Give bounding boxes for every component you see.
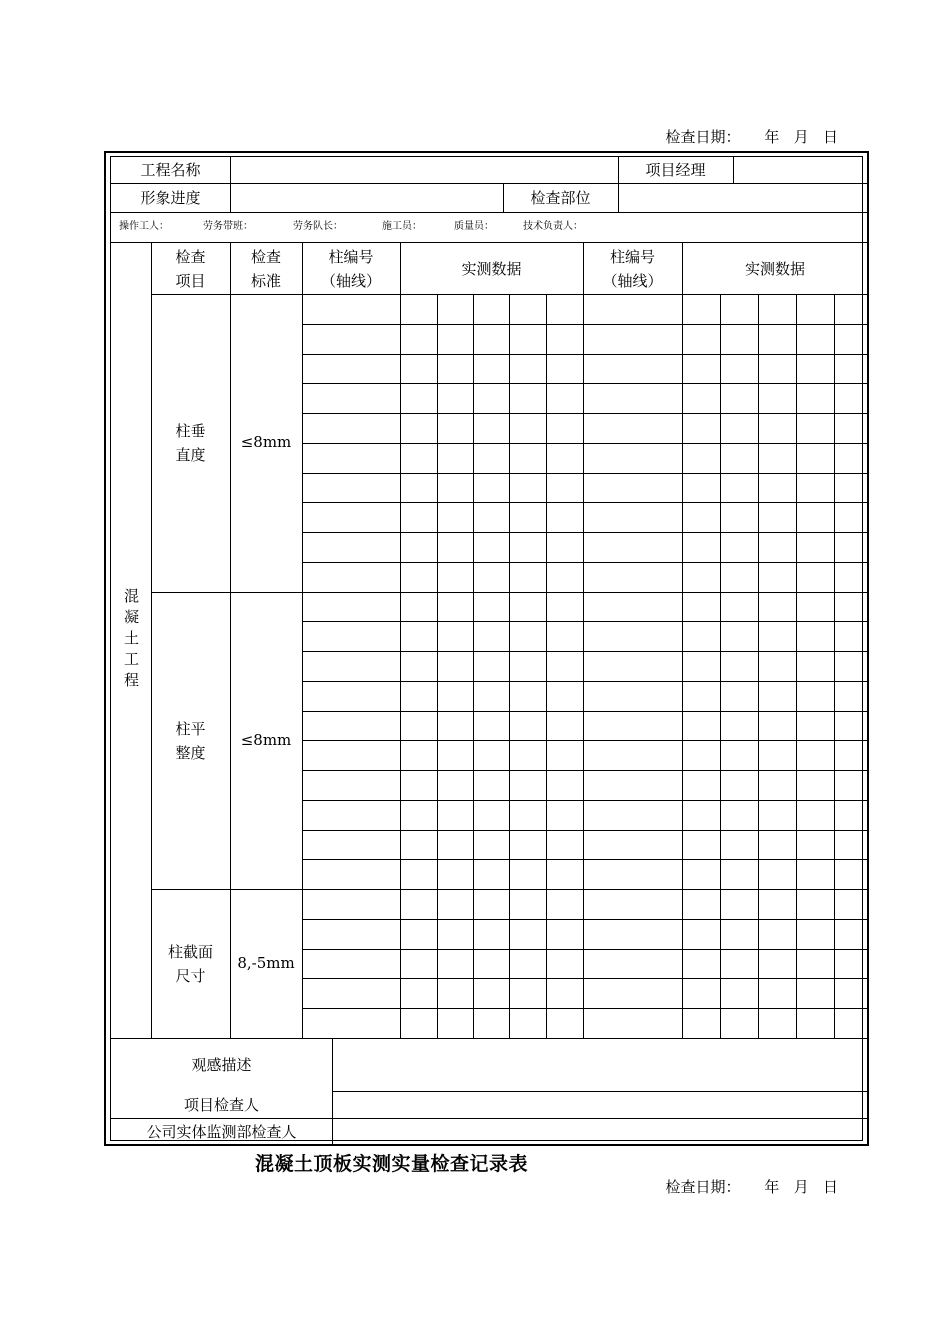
- section-item-3: 柱截面 尺寸: [167, 942, 213, 985]
- inspect-location-label: 检查部位: [530, 188, 591, 207]
- category-label: 混凝土工程: [122, 587, 140, 693]
- table-row-line: [302, 1008, 868, 1009]
- project-name-label: 工程名称: [140, 161, 201, 179]
- section-standard-1: ≤8mm: [240, 433, 292, 451]
- grid-line: [473, 294, 474, 1038]
- inspection-date-bottom: 检查日期： 年 月 日: [665, 1178, 838, 1196]
- table-row-line: [302, 383, 868, 384]
- col-header-item: 检查 项目: [175, 247, 206, 290]
- grid-line: [546, 294, 547, 1038]
- col-header-column-no-2: 柱编号 （轴线）: [602, 247, 663, 290]
- grid-line: [720, 294, 721, 1038]
- section-standard-3: 8,-5mm: [237, 954, 295, 972]
- company-inspector-label: 公司实体监测部检查人: [146, 1122, 297, 1141]
- table-row-line: [302, 919, 868, 920]
- table-row-line: [302, 859, 868, 860]
- staff-label-2: 劳务带班：: [203, 221, 253, 232]
- project-manager-label: 项目经理: [645, 161, 706, 179]
- col-header-standard: 检查 标准: [250, 247, 281, 290]
- table-row-line: [302, 592, 868, 593]
- table-row-line: [302, 443, 868, 444]
- table-row-line: [302, 651, 868, 652]
- project-inspector-field[interactable]: [332, 1092, 868, 1118]
- col-header-measured-2: 实测数据: [744, 259, 805, 278]
- col-header-column-no: 柱编号 （轴线）: [320, 247, 381, 290]
- grid-line: [111, 212, 868, 213]
- grid-line: [796, 294, 797, 1038]
- table-row-line: [302, 413, 868, 414]
- table-row-line: [302, 830, 868, 831]
- staff-label-5: 质量员：: [454, 221, 494, 232]
- progress-label: 形象进度: [140, 188, 201, 207]
- table-row-line: [302, 889, 868, 890]
- grid-line: [758, 294, 759, 1038]
- project-inspector-label: 项目检查人: [183, 1096, 259, 1114]
- table-row-line: [302, 324, 868, 325]
- company-inspector-field[interactable]: [332, 1118, 868, 1145]
- grid-line: [437, 294, 438, 1038]
- staff-label-4: 施工员：: [382, 221, 422, 232]
- form-title: 混凝土顶板实测实量检查记录表: [255, 1153, 529, 1175]
- inspection-form-frame: [104, 151, 869, 1146]
- inspection-form-table: [110, 156, 863, 1141]
- table-row-line: [302, 800, 868, 801]
- appearance-label: 观感描述: [191, 1055, 252, 1074]
- project-name-field[interactable]: [230, 157, 618, 183]
- grid-line: [509, 294, 510, 1038]
- table-row-line: [302, 740, 868, 741]
- table-row-line: [302, 473, 868, 474]
- staff-label-6: 技术负责人：: [523, 221, 583, 232]
- table-row-line: [302, 711, 868, 712]
- col-header-measured: 实测数据: [461, 259, 522, 278]
- table-row-line: [302, 978, 868, 979]
- inspection-date-top: 检查日期： 年 月 日: [665, 128, 838, 146]
- table-row-line: [302, 621, 868, 622]
- section-item-2: 柱平 整度: [175, 719, 206, 762]
- grid-line: [834, 294, 835, 1038]
- section-item-1: 柱垂 直度: [175, 422, 206, 464]
- table-row-line: [302, 949, 868, 950]
- table-row-line: [302, 502, 868, 503]
- table-row-line: [302, 354, 868, 355]
- section-standard-2: ≤8mm: [240, 731, 292, 749]
- staff-label-1: 操作工人：: [119, 221, 169, 232]
- progress-field[interactable]: [230, 183, 503, 212]
- staff-label-3: 劳务队长：: [293, 221, 343, 232]
- appearance-field[interactable]: [332, 1038, 868, 1091]
- table-row-line: [302, 770, 868, 771]
- project-manager-field[interactable]: [733, 157, 868, 183]
- table-row-line: [302, 562, 868, 563]
- table-row-line: [302, 532, 868, 533]
- inspect-location-field[interactable]: [618, 183, 868, 212]
- table-row-line: [302, 681, 868, 682]
